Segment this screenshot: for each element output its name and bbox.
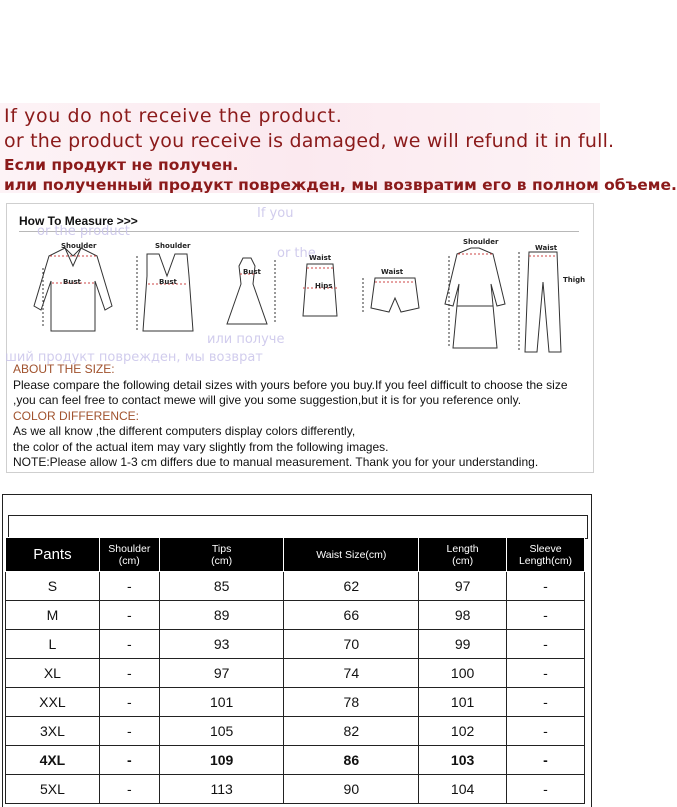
notice-line-1: If you do not receive the product. <box>4 105 343 127</box>
table-row <box>6 688 585 717</box>
length-cell: 101 <box>419 688 507 717</box>
tips-cell: 109 <box>159 746 284 775</box>
size-cell: XL <box>6 659 100 688</box>
hips-label: Hips <box>315 282 333 290</box>
garment-illustrations <box>17 236 587 366</box>
waist-label: Waist <box>535 244 558 252</box>
shoulder-label: Shoulder <box>155 242 191 250</box>
col-header-waist: Waist Size(cm) <box>284 538 419 572</box>
sleeve-cell: - <box>507 746 585 775</box>
length-cell: 102 <box>419 717 507 746</box>
coat-figure <box>445 248 505 348</box>
col-header-shoulder: Shoulder (cm) <box>99 538 159 572</box>
length-cell: 103 <box>419 746 507 775</box>
refund-notice <box>0 103 677 194</box>
how-to-measure-title: How To Measure >>> <box>19 214 138 228</box>
watermark-text: or the <box>277 246 316 261</box>
table-row <box>6 717 585 746</box>
shoulder-label: Shoulder <box>463 238 499 246</box>
tips-cell: 113 <box>159 775 284 804</box>
size-cell: 4XL <box>6 746 100 775</box>
how-to-measure-panel <box>6 203 594 473</box>
bust-label: Bust <box>159 278 177 286</box>
waist-cell: 66 <box>284 601 419 630</box>
waist-label: Waist <box>381 268 404 276</box>
tank-top-figure <box>137 254 193 331</box>
watermark-text: или получе <box>207 332 285 347</box>
shoulder-cell: - <box>99 659 159 688</box>
color-difference-line: As we all know ,the different computers display colors differently, <box>13 424 356 438</box>
waist-cell: 78 <box>284 688 419 717</box>
table-row <box>6 746 585 775</box>
size-chart-caption-box <box>8 515 588 539</box>
watermark-text: or the product <box>37 224 130 239</box>
color-difference-line: the color of the actual item may vary slightly from the following images. <box>13 439 389 454</box>
size-cell: 5XL <box>6 775 100 804</box>
table-row <box>6 630 585 659</box>
watermark-text: ший продукт поврежден, мы возврат <box>5 350 263 365</box>
sleeve-cell: - <box>507 572 585 601</box>
blouse-figure <box>34 248 112 331</box>
shoulder-cell: - <box>99 717 159 746</box>
col-header-tips: Tips (cm) <box>159 538 284 572</box>
length-cell: 104 <box>419 775 507 804</box>
tips-cell: 101 <box>159 688 284 717</box>
length-cell: 100 <box>419 659 507 688</box>
notice-line-3: Если продукт не получен. <box>4 156 239 174</box>
skirt-figure <box>303 264 337 316</box>
tips-cell: 85 <box>159 572 284 601</box>
length-cell: 98 <box>419 601 507 630</box>
thigh-label: Thigh <box>563 276 586 284</box>
tips-cell: 89 <box>159 601 284 630</box>
col-header-length: Length (cm) <box>419 538 507 572</box>
size-cell: L <box>6 630 100 659</box>
sleeve-cell: - <box>507 775 585 804</box>
col-header-pants: Pants <box>6 538 100 572</box>
sleeve-cell: - <box>507 630 585 659</box>
size-cell: S <box>6 572 100 601</box>
about-size-header: ABOUT THE SIZE: <box>13 362 115 376</box>
size-cell: 3XL <box>6 717 100 746</box>
trousers-figure <box>519 252 561 352</box>
table-row <box>6 775 585 804</box>
sleeve-cell: - <box>507 717 585 746</box>
bust-label: Bust <box>243 268 261 276</box>
waist-cell: 70 <box>284 630 419 659</box>
watermark-text: If you <box>257 206 294 221</box>
sleeve-cell: - <box>507 601 585 630</box>
measurement-figures <box>17 236 587 366</box>
shoulder-cell: - <box>99 572 159 601</box>
tips-cell: 97 <box>159 659 284 688</box>
table-row <box>6 572 585 601</box>
color-difference-header: COLOR DIFFERENCE: <box>13 408 140 423</box>
shoulder-cell: - <box>99 775 159 804</box>
size-table <box>5 537 585 804</box>
tips-cell: 93 <box>159 630 284 659</box>
sleeve-cell: - <box>507 659 585 688</box>
col-header-sleeve: Sleeve Length(cm) <box>507 538 585 572</box>
table-row <box>6 601 585 630</box>
sleeve-cell: - <box>507 688 585 717</box>
shoulder-cell: - <box>99 688 159 717</box>
about-size-line: ,you can feel free to contact mewe will give you some suggestion,but it is for you reference only. <box>13 393 522 407</box>
waist-cell: 86 <box>284 746 419 775</box>
length-cell: 99 <box>419 630 507 659</box>
about-size-line: Please compare the following detail sizes with yours before you buy.If you feel difficult to choose the size <box>13 377 568 392</box>
tips-cell: 105 <box>159 717 284 746</box>
shoulder-cell: - <box>99 746 159 775</box>
waist-cell: 62 <box>284 572 419 601</box>
notice-line-4: или полученный продукт поврежден, мы возвратим его в полном объеме. <box>4 176 677 194</box>
table-row <box>6 659 585 688</box>
waist-label: Waist <box>309 254 332 262</box>
waist-cell: 90 <box>284 775 419 804</box>
shoulder-cell: - <box>99 630 159 659</box>
length-cell: 97 <box>419 572 507 601</box>
size-table-header-row <box>6 538 585 572</box>
shorts-figure <box>363 278 419 312</box>
size-info-text <box>13 362 589 471</box>
waist-cell: 82 <box>284 717 419 746</box>
size-cell: M <box>6 601 100 630</box>
bust-label: Bust <box>63 278 81 286</box>
size-cell: XXL <box>6 688 100 717</box>
shoulder-cell: - <box>99 601 159 630</box>
shoulder-label: Shoulder <box>61 242 97 250</box>
measurement-note: NOTE:Please allow 1-3 cm differs due to manual measurement. Thank you for your understanding. <box>13 455 539 469</box>
notice-line-2: or the product you receive is damaged, we will refund it in full. <box>4 130 615 152</box>
waist-cell: 74 <box>284 659 419 688</box>
